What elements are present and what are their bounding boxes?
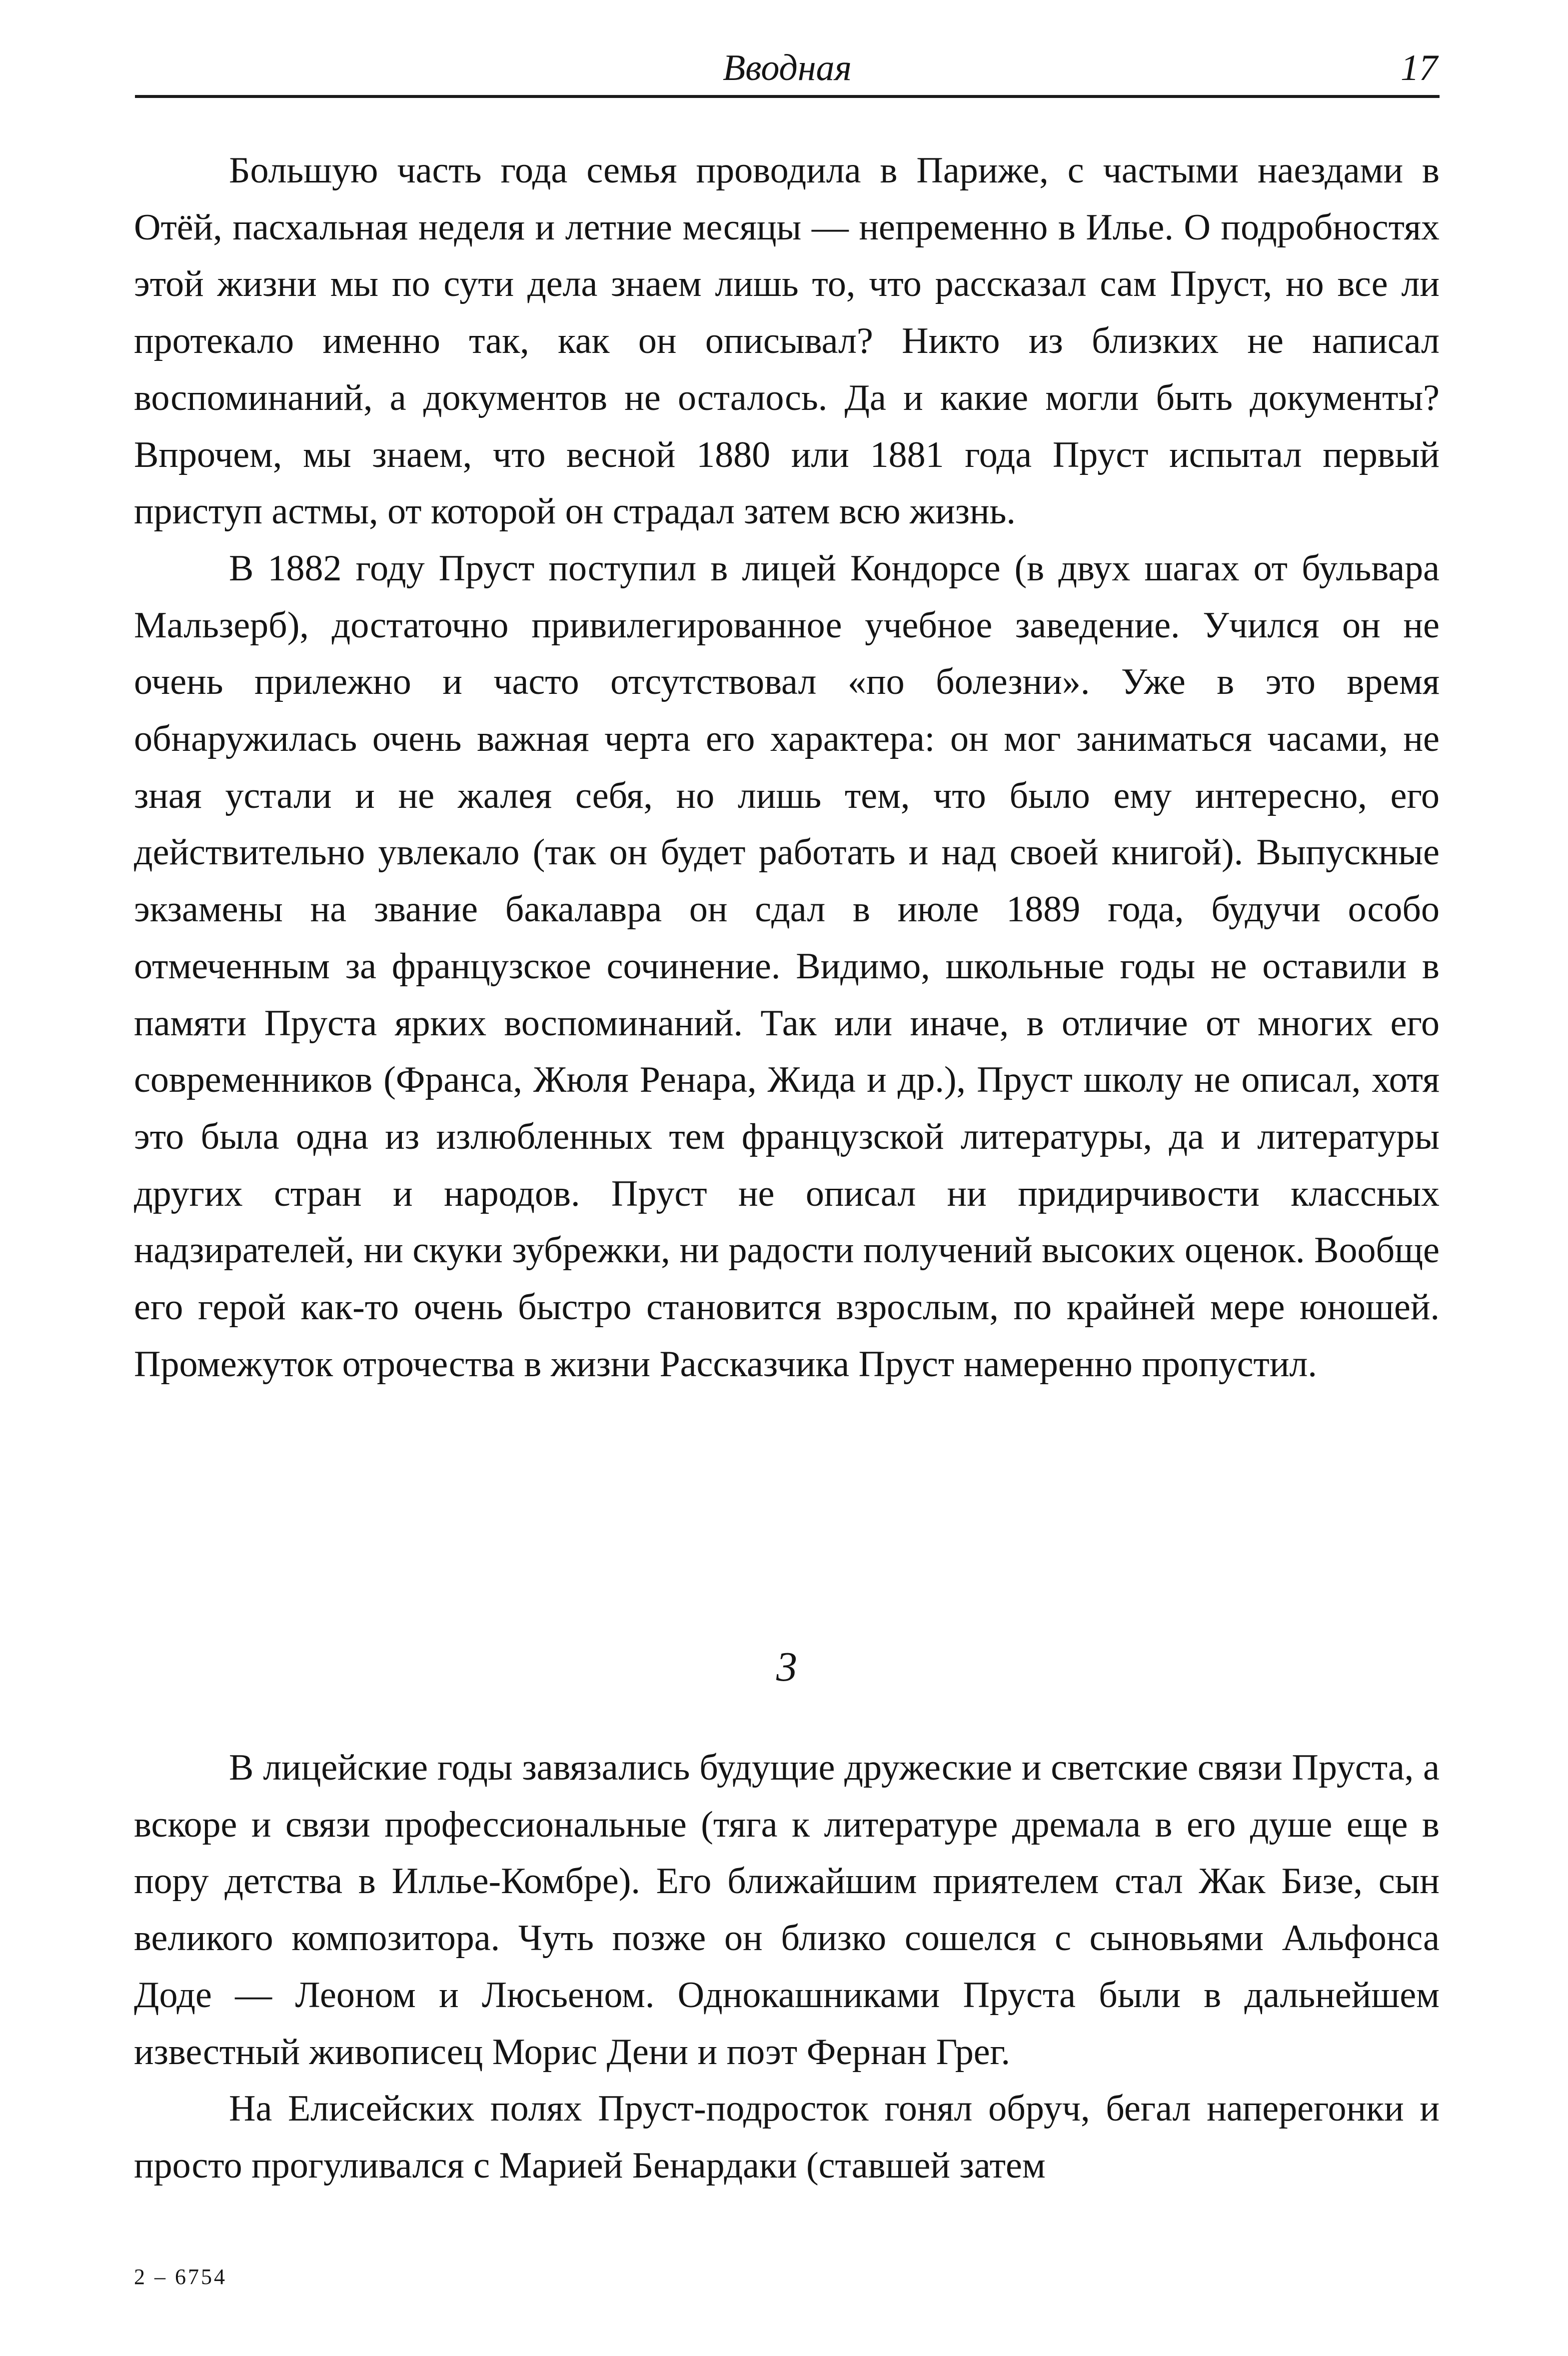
section-number: 3 <box>776 1644 797 1690</box>
running-title: Вводная <box>723 47 852 88</box>
paragraph: На Елисейских полях Пруст-подросток гонял обруч, бегал наперегонки и просто прогуливался с Марией Бенардаки (ставшей затем <box>134 2088 1440 2186</box>
text-block-after-section <box>134 1740 1440 2195</box>
page-number: 17 <box>1401 47 1438 88</box>
running-head <box>135 40 1440 95</box>
paragraph: Большую часть года семья проводила в Париже, с частыми наездами в Отёй, пасхальная неделя и летние месяцы — непременно в Илье. О подробностях этой жизни мы по сути дела знаем лишь то, что рассказал сам Пруст, но все ли протекало именно так, как он описывал? Никто из близких не написал воспоминаний, а документов не осталось. Да и какие могли быть документы? Впрочем, мы знаем, что весной 1880 или 1881 года Пруст испытал первый приступ астмы, от которой он страдал затем всю жизнь. <box>134 150 1440 532</box>
paragraph: В 1882 году Пруст поступил в лицей Кондорсе (в двух шагах от бульвара Мальзерб), достаточно привилегированное учебное заведение. Учился он не очень прилежно и часто отсутствовал «по болезни». Уже в это время обнаружилась очень важная черта его характера: он мог заниматься часами, не зная устали и не жалея себя, но лишь тем, что было ему интересно, его действительно увлекало (так он будет работать и над своей книгой). Выпускные экзамены на звание бакалавра он сдал в июле 1889 года, будучи особо отмеченным за французское сочинение. Видимо, школьные годы не оставили в памяти Пруста ярких воспоминаний. Так или иначе, в отличие от многих его современников (Франса, Жюля Ренара, Жида и др.), Пруст школу не описал, хотя это была одна из излюбленных тем французской литературы, да и литературы других стран и народов. Пруст не описал ни придирчивости классных надзирателей, ни скуки зубрежки, ни радости получений высоких оценок. Вообще его герой как-то очень быстро становится взрослым, по крайней мере юношей. Промежуток отрочества в жизни Рассказчика Пруст намеренно пропустил. <box>134 547 1440 1385</box>
printer-signature-mark: 2 – 6754 <box>134 2265 227 2289</box>
paragraph: В лицейские годы завязались будущие дружеские и светские связи Пруста, а вскоре и связи профессиональные (тяга к литературе дремала в его душе еще в пору детства в Иллье-Комбре). Его ближайшим приятелем стал Жак Бизе, сын великого композитора. Чуть позже он близко сошелся с сыновьями Альфонса Доде — Леоном и Люсьеном. Однокашниками Пруста были в дальнейшем известный живописец Морис Дени и поэт Фернан Грег. <box>134 1747 1440 2073</box>
text-block-before-section <box>134 142 1440 1393</box>
header-rule <box>135 95 1440 98</box>
